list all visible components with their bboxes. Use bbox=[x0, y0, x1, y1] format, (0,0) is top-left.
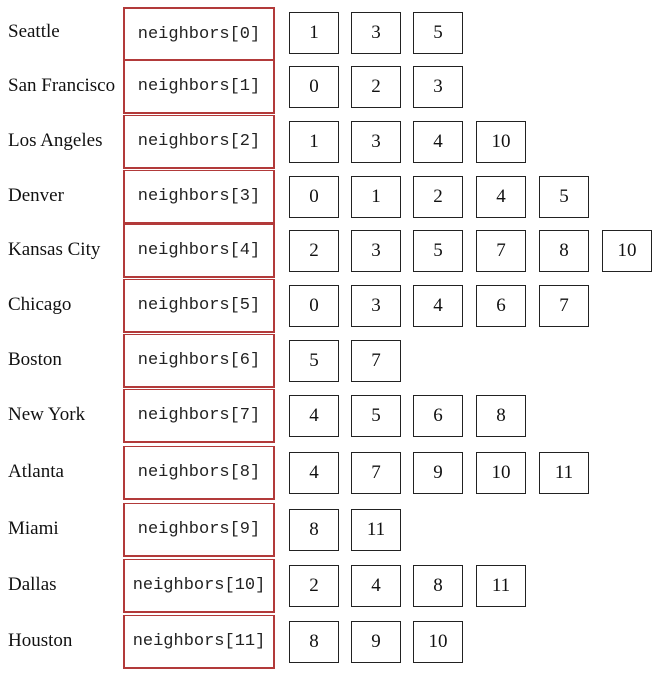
neighbor-box: 7 bbox=[351, 340, 401, 382]
neighbor-box: 2 bbox=[413, 176, 463, 218]
neighbor-box: 4 bbox=[413, 285, 463, 327]
city-label: Los Angeles bbox=[8, 130, 103, 151]
city-label: Chicago bbox=[8, 294, 72, 315]
city-label: Miami bbox=[8, 518, 59, 539]
city-label: Boston bbox=[8, 349, 62, 370]
neighbor-box: 4 bbox=[289, 452, 339, 494]
neighbors-array-cell: neighbors[4] bbox=[123, 224, 275, 278]
neighbor-box: 11 bbox=[476, 565, 526, 607]
neighbors-array-cell: neighbors[0] bbox=[123, 7, 275, 61]
neighbor-box: 5 bbox=[413, 12, 463, 54]
neighbor-box: 6 bbox=[476, 285, 526, 327]
neighbor-box: 3 bbox=[351, 230, 401, 272]
neighbor-box: 5 bbox=[413, 230, 463, 272]
neighbors-array-cell: neighbors[2] bbox=[123, 115, 275, 169]
city-label: Houston bbox=[8, 630, 73, 651]
city-label: Atlanta bbox=[8, 461, 64, 482]
neighbor-box: 0 bbox=[289, 66, 339, 108]
city-label: Dallas bbox=[8, 574, 57, 595]
neighbor-box: 2 bbox=[289, 230, 339, 272]
neighbor-box: 4 bbox=[413, 121, 463, 163]
neighbor-box: 1 bbox=[289, 121, 339, 163]
neighbor-box: 3 bbox=[351, 121, 401, 163]
neighbor-box: 4 bbox=[289, 395, 339, 437]
neighbor-box: 3 bbox=[413, 66, 463, 108]
neighbor-box: 8 bbox=[413, 565, 463, 607]
neighbor-box: 4 bbox=[351, 565, 401, 607]
city-label: Seattle bbox=[8, 21, 60, 42]
neighbor-box: 5 bbox=[539, 176, 589, 218]
neighbors-array-cell: neighbors[10] bbox=[123, 559, 275, 613]
neighbor-box: 5 bbox=[351, 395, 401, 437]
neighbor-box: 7 bbox=[539, 285, 589, 327]
neighbor-box: 6 bbox=[413, 395, 463, 437]
neighbor-box: 8 bbox=[289, 621, 339, 663]
neighbor-box: 10 bbox=[413, 621, 463, 663]
neighbor-box: 1 bbox=[351, 176, 401, 218]
neighbor-box: 0 bbox=[289, 176, 339, 218]
neighbors-array-cell: neighbors[8] bbox=[123, 446, 275, 500]
neighbor-box: 8 bbox=[476, 395, 526, 437]
neighbor-box: 0 bbox=[289, 285, 339, 327]
neighbor-box: 3 bbox=[351, 12, 401, 54]
neighbors-array-cell: neighbors[9] bbox=[123, 503, 275, 557]
neighbors-array-cell: neighbors[5] bbox=[123, 279, 275, 333]
neighbors-array-cell: neighbors[3] bbox=[123, 170, 275, 224]
neighbor-box: 1 bbox=[289, 12, 339, 54]
neighbor-box: 10 bbox=[476, 121, 526, 163]
neighbors-array-cell: neighbors[1] bbox=[123, 60, 275, 114]
neighbors-array-cell: neighbors[6] bbox=[123, 334, 275, 388]
neighbor-box: 2 bbox=[351, 66, 401, 108]
city-label: Kansas City bbox=[8, 239, 101, 260]
neighbor-box: 2 bbox=[289, 565, 339, 607]
neighbor-box: 11 bbox=[351, 509, 401, 551]
neighbor-box: 8 bbox=[289, 509, 339, 551]
neighbor-box: 7 bbox=[351, 452, 401, 494]
neighbor-box: 10 bbox=[602, 230, 652, 272]
neighbor-box: 9 bbox=[413, 452, 463, 494]
neighbor-box: 5 bbox=[289, 340, 339, 382]
neighbors-array-cell: neighbors[7] bbox=[123, 389, 275, 443]
neighbor-box: 3 bbox=[351, 285, 401, 327]
neighbors-array-cell: neighbors[11] bbox=[123, 615, 275, 669]
neighbor-box: 7 bbox=[476, 230, 526, 272]
city-label: New York bbox=[8, 404, 86, 425]
neighbor-box: 10 bbox=[476, 452, 526, 494]
neighbor-box: 11 bbox=[539, 452, 589, 494]
neighbor-box: 4 bbox=[476, 176, 526, 218]
city-label: San Francisco bbox=[8, 75, 116, 96]
neighbor-box: 8 bbox=[539, 230, 589, 272]
city-label: Denver bbox=[8, 185, 64, 206]
neighbor-box: 9 bbox=[351, 621, 401, 663]
